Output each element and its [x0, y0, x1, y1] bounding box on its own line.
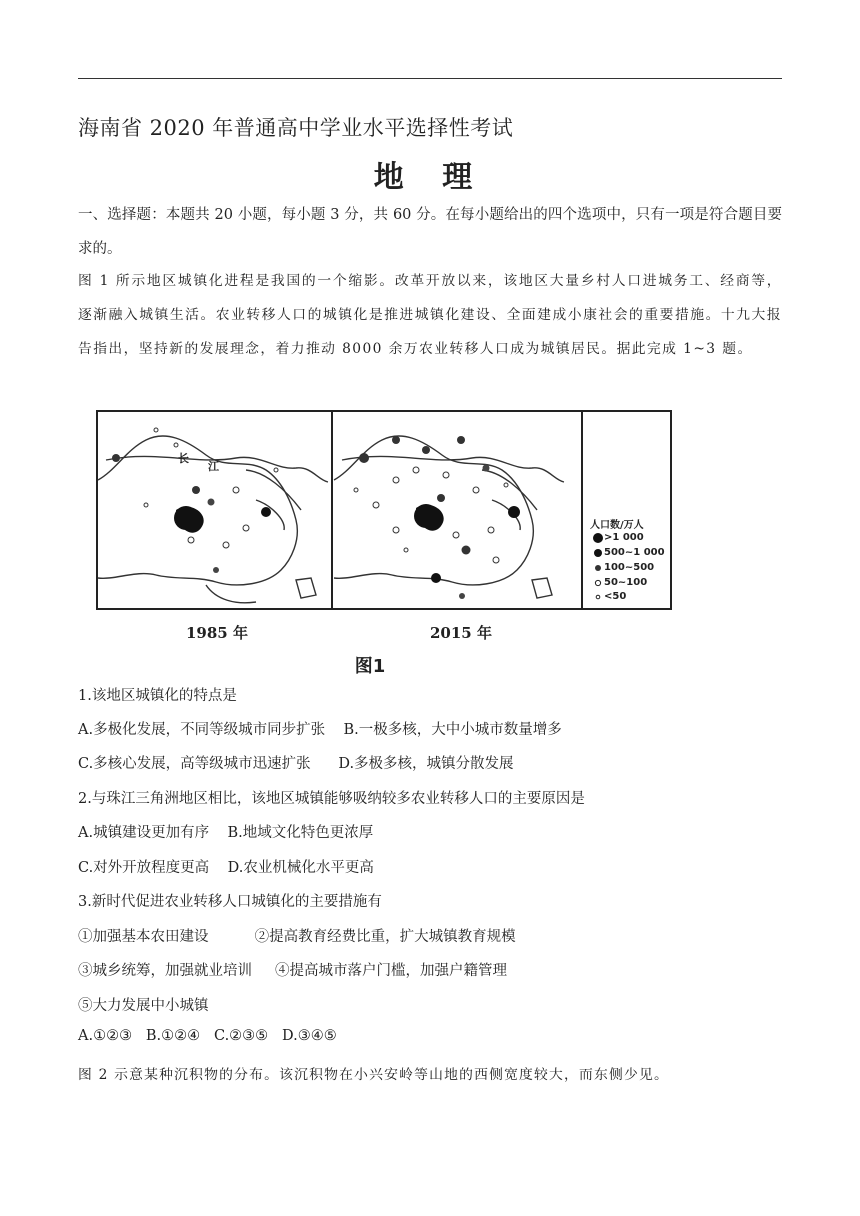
- legend-title: 人口数/万人: [590, 520, 644, 531]
- question-1-stem: 1.该地区城镇化的特点是: [78, 688, 237, 704]
- intro-paragraph: 图 1 所示地区城镇化进程是我国的一个缩影。改革开放以来，该地区大量乡村人口进城务工、经商等，逐渐融入城镇生活。农业转移人口的城镇化是推进城镇化建设、全面建成小康社会的重要措施。十九大报告指出，坚持新的发展理念，着力推动 8000 余万农业转移人口成为城镇居民。据此完成 1~3 题。: [78, 273, 782, 357]
- exam-title: 海南省 2020 年普通高中学业水平选择性考试: [78, 116, 514, 140]
- question-3-item-5: ⑤大力发展中小城镇: [78, 998, 209, 1014]
- figure-1-maps: [96, 410, 672, 610]
- river-label-1: 长: [178, 452, 189, 465]
- legend-item: <50: [604, 591, 627, 602]
- section-header: 一、选择题：本题共 20 小题，每小题 3 分，共 60 分。在每小题给出的四个选项中，只有一项是符合题目要求的。: [78, 207, 782, 257]
- legend-item: 50~100: [604, 577, 648, 588]
- legend-item: >1 000: [604, 532, 644, 543]
- subject-title: 地 理: [373, 160, 487, 195]
- legend-item: 500~1 000: [604, 547, 665, 558]
- question-3-options: A.①②③ B.①②④ C.②③⑤ D.③④⑤: [78, 1028, 337, 1044]
- river-label-2: 江: [208, 460, 219, 473]
- figure-caption: 图1: [354, 656, 386, 677]
- map-year-1985: 1985 年: [186, 624, 248, 642]
- question-2-stem: 2.与珠江三角洲地区相比，该地区城镇能够吸纳较多农业转移人口的主要原因是: [78, 791, 585, 807]
- question-2-options-ab: A.城镇建设更加有序 B.地域文化特色更浓厚: [78, 825, 374, 841]
- question-3-items-34: ③城乡统筹，加强就业培训 ④提高城市落户门槛，加强户籍管理: [78, 963, 508, 979]
- question-3-stem: 3.新时代促进农业转移人口城镇化的主要措施有: [78, 894, 382, 910]
- figure-2-intro: 图 2 示意某种沉积物的分布。该沉积物在小兴安岭等山地的西侧宽度较大，而东侧少见。: [78, 1067, 670, 1083]
- header-rule: [78, 78, 782, 79]
- question-2-options-cd: C.对外开放程度更高 D.农业机械化水平更高: [78, 860, 374, 876]
- legend-item: 100~500: [604, 562, 655, 573]
- map-year-2015: 2015 年: [430, 624, 492, 642]
- question-3-items-12: ①加强基本农田建设 ②提高教育经费比重，扩大城镇教育规模: [78, 929, 516, 945]
- question-1-options-cd: C.多核心发展，高等级城市迅速扩张 D.多极多核，城镇分散发展: [78, 756, 514, 772]
- question-1-options-ab: A.多极化发展，不同等级城市同步扩张 B.一极多核，大中小城市数量增多: [78, 722, 562, 738]
